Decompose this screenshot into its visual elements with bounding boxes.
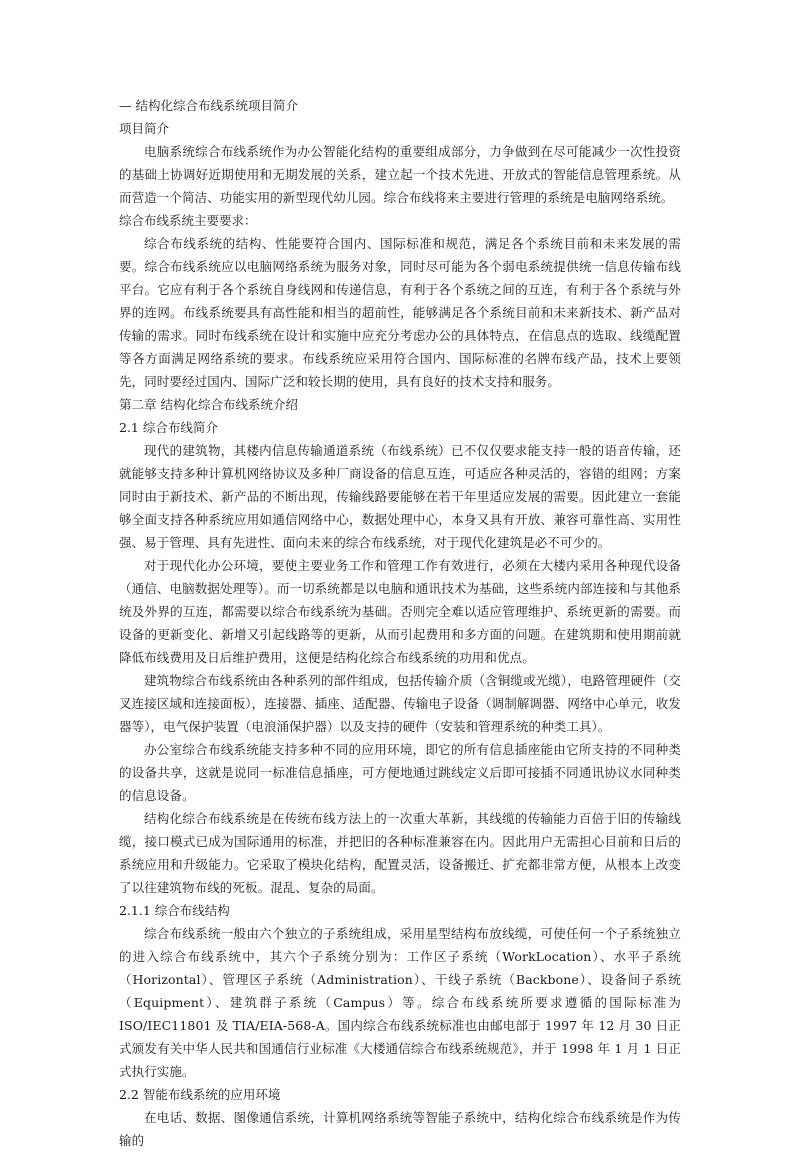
paragraph: 结构化综合布线系统是在传统布线方法上的一次重大革新，其线缆的传输能力百倍于旧的传输线缆，接口模式已成为国际通用的标准，并把旧的各种标准兼容在内。因此用户无需担心目前和日后的系统应用和升级能力。它采取了模块化结构，配置灵活，设备搬迁、扩充都非常方便，从根本上改变了以往建筑物布线的死板。混乱、复杂的局面。 [119, 811, 681, 895]
paragraph: 现代的建筑物，其楼内信息传输通道系统（布线系统）已不仅仅要求能支持一般的语音传输，还就能够支持多种计算机网络协议及多种厂商设备的信息互连，可适应各种灵活的，容错的组网；方案同时由于新技术、新产品的不断出现，传输线路要能够在若干年里适应发展的需要。因此建立一套能够全面支持各种系统应用如通信网络中心，数据处理中心，本身又具有开放、兼容可靠性高、实用性强、易于管理、具有先进性、面向未来的综合布线系统，对于现代化建筑是必不可少的。 [119, 443, 681, 550]
subsection-title: 2.2 智能布线系统的应用环境 [119, 1087, 281, 1102]
paragraph: 在电话、数据、图像通信系统，计算机网络系统等智能子系统中，结构化综合布线系统是作为传输的 [119, 1110, 681, 1148]
chapter-title: 第二章 结构化综合布线系统介绍 [119, 397, 298, 412]
subsection-title: 2.1.1 综合布线结构 [119, 903, 230, 918]
paragraph: 办公室综合布线系统能支持多种不同的应用环境，即它的所有信息插座能由它所支持的不同种类的设备共享，这就是说同一标准信息插座，可方便地通过跳线定义后即可接插不同通讯协议水同种类的信息设备。 [119, 742, 681, 803]
paragraph: 综合布线系统的结构、性能要符合国内、国际标准和规范，满足各个系统目前和未来发展的需要。综合布线系统应以电脑网络系统为服务对象，同时尽可能为各个弱电系统提供统一信息传输布线平台。它应有利于各个系统自身线网和传递信息，有利于各个系统之间的互连，有利于各个系统与外界的连网。布线系统要具有高性能和相当的超前性，能够满足各个系统目前和未来新技术、新产品对传输的需求。同时布线系统在设计和实施中应充分考虑办公的具体特点，在信息点的选取、线缆配置等各方面满足网络系统的要求。布线系统应采用符合国内、国际标准的名牌布线产品，技术上要领先，同时要经过国内、国际广泛和较长期的使用，具有良好的技术支持和服务。 [119, 236, 681, 389]
document-page [119, 94, 681, 1152]
paragraph: 电脑系统综合布线系统作为办公智能化结构的重要组成部分，力争做到在尽可能减少一次性投资的基础上协调好近期使用和无期发展的关系，建立起一个技术先进、开放式的智能信息管理系统。从而营造一个简洁、功能实用的新型现代幼儿园。综合布线将来主要进行管理的系统是电脑网络系统。 [119, 144, 681, 205]
paragraph: 综合布线系统一般由六个独立的子系统组成，采用星型结构布放线缆，可使任何一个子系统独立的进入综合布线系统中，其六个子系统分别为：工作区子系统（WorkLocation）、水平子系统（Horizontal）、管理区子系统（Administration）、干线子系统（Backbone）、设备间子系统（Equipment）、建筑群子系统（Campus）等。综合布线系统所要求遵循的国际标准为 ISO/IEC11801 及 TIA/EIA-568-A。国内综合布线系统标准也由邮电部于 1997 年 12 月 30 日正式颁发有关中华人民共和国通信行业标准《大楼通信综合布线系统规范》，并于 1998 年 1 月 1 日正式执行实施。 [119, 926, 681, 1079]
subsection-title: 项目简介 [119, 121, 170, 136]
subsection-title: 综合布线系统主要要求： [119, 213, 257, 228]
section-title: — 结构化综合布线系统项目简介 [119, 98, 298, 113]
paragraph: 对于现代化办公环境，要使主要业务工作和管理工作有效进行，必须在大楼内采用各种现代设备（通信、电脑数据处理等）。而一切系统都是以电脑和通讯技术为基础，这些系统内部连接和与其他系统及外界的互连，都需要以综合布线系统为基础。否则完全难以适应管理维护、系统更新的需要。而设备的更新变化、新增又引起线路等的更新，从而引起费用和多方面的问题。在建筑期和使用期前就降低布线费用及日后维护费用，这便是结构化综合布线系统的功用和优点。 [119, 558, 681, 665]
paragraph: 建筑物综合布线系统由各种系列的部件组成，包括传输介质（含铜缆或光缆），电路管理硬件（交叉连接区域和连接面板），连接器、插座、适配器、传输电子设备（调制解调器、网络中心单元，收发器等），电气保护装置（电浪涌保护器）以及支持的硬件（安装和管理系统的种类工具）。 [119, 673, 681, 734]
subsection-title: 2.1 综合布线简介 [119, 420, 218, 435]
